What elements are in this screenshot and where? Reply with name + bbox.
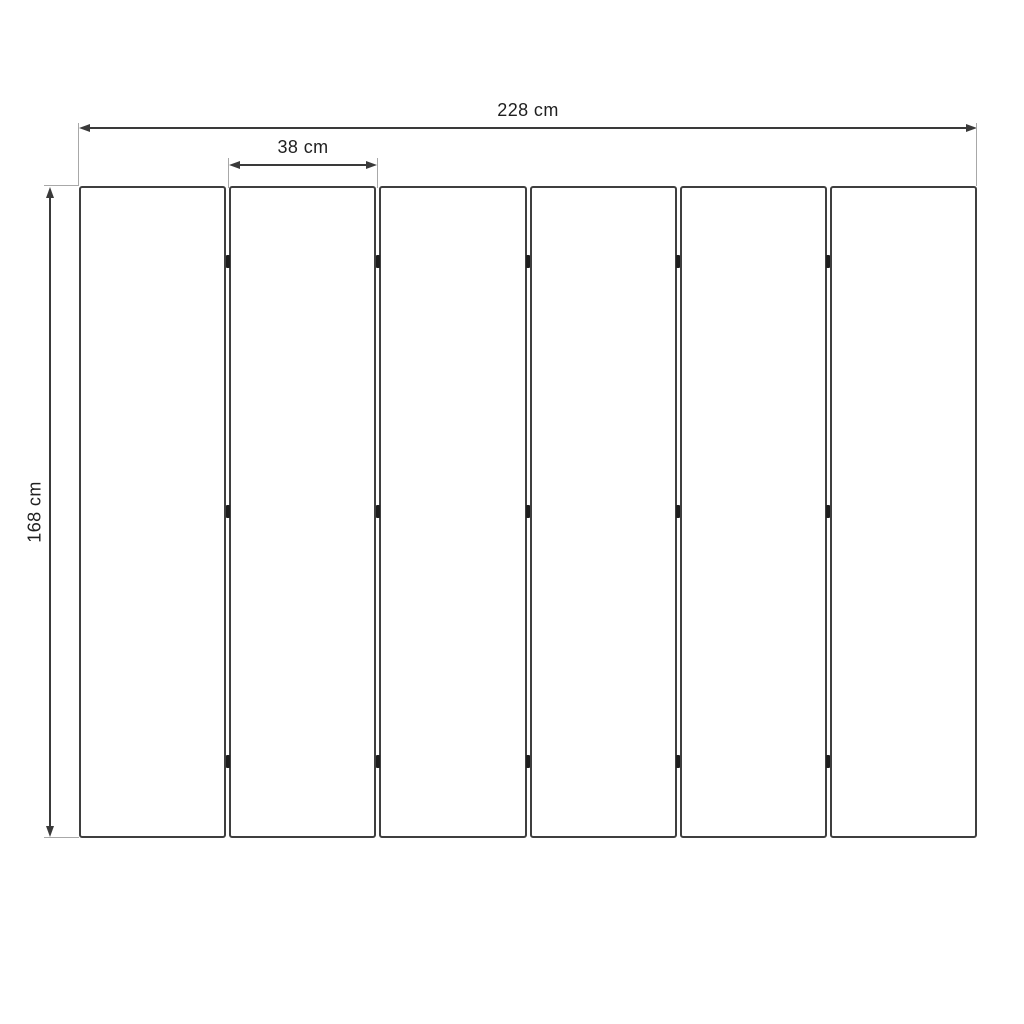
- arrow-down-icon: [46, 826, 54, 837]
- arrow-right-icon: [366, 161, 377, 169]
- height-dimension-line: [49, 190, 51, 834]
- extension-line: [377, 158, 378, 188]
- total-width-label: 228 cm: [497, 100, 559, 120]
- panel-2: [229, 186, 376, 838]
- panels-row: [79, 186, 977, 838]
- extension-line: [44, 185, 79, 186]
- total-width-dimension-line: [82, 127, 974, 129]
- panel-4: [530, 186, 677, 838]
- panel-width-label: 38 cm: [277, 137, 329, 157]
- arrow-up-icon: [46, 187, 54, 198]
- extension-line: [44, 837, 79, 838]
- height-label: 168 cm: [24, 481, 45, 543]
- extension-line: [78, 123, 79, 186]
- panel-1: [79, 186, 226, 838]
- panel-3: [379, 186, 526, 838]
- extension-line: [228, 158, 229, 188]
- extension-line: [976, 123, 977, 186]
- panel-width-dimension-line: [232, 164, 374, 166]
- panel-6: [830, 186, 977, 838]
- panel-5: [680, 186, 827, 838]
- arrow-left-icon: [79, 124, 90, 132]
- arrow-left-icon: [229, 161, 240, 169]
